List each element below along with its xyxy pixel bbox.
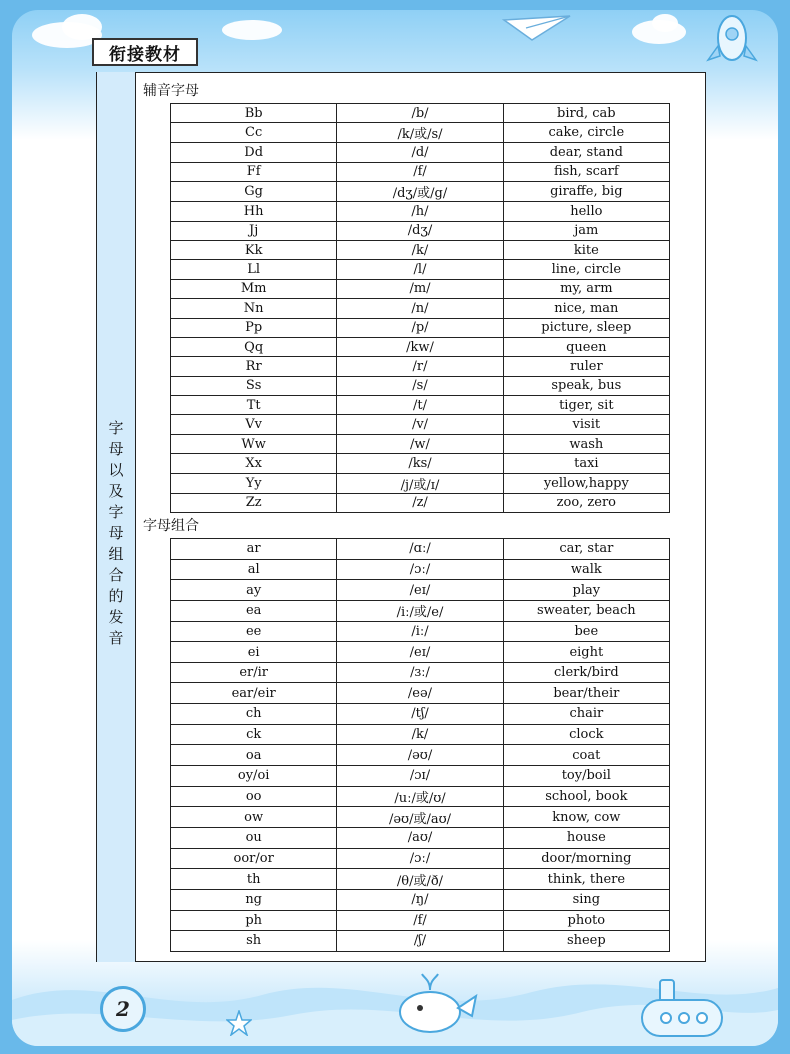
table-row [171, 434, 670, 453]
example-cell: picture, sleep [503, 318, 669, 337]
phonetic-cell: /ŋ/ [337, 889, 503, 910]
example-cell: dear, stand [503, 143, 669, 162]
table-row [171, 454, 670, 473]
letter-cell: oa [171, 745, 337, 766]
table-row [171, 580, 670, 601]
letter-cell: sh [171, 931, 337, 952]
example-cell: photo [503, 910, 669, 931]
example-cell: kite [503, 240, 669, 259]
phonetic-cell: /iː/ [337, 621, 503, 642]
letter-cell: ph [171, 910, 337, 931]
example-cell: clerk/bird [503, 662, 669, 683]
example-cell: walk [503, 559, 669, 580]
table-row [171, 279, 670, 298]
phonetic-cell: /m/ [337, 279, 503, 298]
table-row [171, 559, 670, 580]
phonetic-cell: /əʊ/或/aʊ/ [337, 807, 503, 828]
letter-cell: ow [171, 807, 337, 828]
letter-cell: ay [171, 580, 337, 601]
phonetic-cell: /dʒ/ [337, 221, 503, 240]
phonetic-cell: /f/ [337, 162, 503, 181]
letter-cell: ck [171, 724, 337, 745]
table-row [171, 745, 670, 766]
letter-cell: ng [171, 889, 337, 910]
letter-cell: th [171, 869, 337, 890]
table-row [171, 848, 670, 869]
example-cell: coat [503, 745, 669, 766]
letter-cell: Yy [171, 473, 337, 493]
cloud-icon [222, 20, 282, 40]
example-cell: sweater, beach [503, 600, 669, 621]
phonetic-cell: /ɜː/ [337, 662, 503, 683]
letter-cell: Bb [171, 104, 337, 123]
example-cell: bee [503, 621, 669, 642]
letter-cell: er/ir [171, 662, 337, 683]
example-cell: tiger, sit [503, 396, 669, 415]
table-row [171, 396, 670, 415]
table-row [171, 539, 670, 560]
letter-cell: Kk [171, 240, 337, 259]
example-cell: chair [503, 704, 669, 725]
combinations-table [170, 538, 670, 952]
letter-cell: ar [171, 539, 337, 560]
phonetic-cell: /v/ [337, 415, 503, 434]
table-row [171, 473, 670, 493]
table-row [171, 143, 670, 162]
phonetic-cell: /dʒ/或/g/ [337, 182, 503, 202]
letter-cell: ei [171, 642, 337, 663]
table-row [171, 202, 670, 221]
consonants-table [170, 103, 670, 513]
example-cell: play [503, 580, 669, 601]
letter-cell: al [171, 559, 337, 580]
phonetic-cell: /ʃ/ [337, 931, 503, 952]
letter-cell: Dd [171, 143, 337, 162]
table-row [171, 889, 670, 910]
letter-cell: Hh [171, 202, 337, 221]
example-cell: clock [503, 724, 669, 745]
table-row [171, 621, 670, 642]
example-cell: sing [503, 889, 669, 910]
phonetic-cell: /ɑː/ [337, 539, 503, 560]
example-cell: giraffe, big [503, 182, 669, 202]
example-cell: know, cow [503, 807, 669, 828]
letter-cell: Tt [171, 396, 337, 415]
table-row [171, 642, 670, 663]
table-row [171, 704, 670, 725]
cloud-icon [652, 14, 678, 32]
letter-cell: Ff [171, 162, 337, 181]
table-row [171, 240, 670, 259]
table-row [171, 869, 670, 890]
letter-cell: Xx [171, 454, 337, 473]
phonetic-cell: /n/ [337, 299, 503, 318]
rocket-icon [702, 10, 762, 70]
table-row [171, 807, 670, 828]
example-cell: eight [503, 642, 669, 663]
phonetic-cell: /iː/或/e/ [337, 600, 503, 621]
letter-cell: Rr [171, 357, 337, 376]
sidebar-title: 字母以及字母组合的发音 [106, 419, 125, 651]
letter-cell: ear/eir [171, 683, 337, 704]
example-cell: fish, scarf [503, 162, 669, 181]
table-row [171, 357, 670, 376]
letter-cell: ch [171, 704, 337, 725]
table-row [171, 724, 670, 745]
phonetic-cell: /ɔː/ [337, 559, 503, 580]
table-row [171, 337, 670, 356]
starfish-icon [226, 1010, 252, 1036]
example-cell: hello [503, 202, 669, 221]
example-cell: visit [503, 415, 669, 434]
phonetic-cell: /k/ [337, 724, 503, 745]
example-cell: door/morning [503, 848, 669, 869]
example-cell: school, book [503, 786, 669, 807]
table-row [171, 415, 670, 434]
phonetic-cell: /θ/或/ð/ [337, 869, 503, 890]
letter-cell: ee [171, 621, 337, 642]
phonetic-cell: /f/ [337, 910, 503, 931]
phonetic-cell: /p/ [337, 318, 503, 337]
consonants-heading: 辅音字母 [143, 83, 199, 99]
submarine-icon [632, 972, 732, 1046]
phonetic-cell: /z/ [337, 493, 503, 512]
table-row [171, 766, 670, 787]
phonetic-cell: /aʊ/ [337, 827, 503, 848]
table-row [171, 376, 670, 395]
letter-cell: oor/or [171, 848, 337, 869]
table-row [171, 318, 670, 337]
letter-cell: Vv [171, 415, 337, 434]
table-row [171, 931, 670, 952]
letter-cell: ea [171, 600, 337, 621]
phonetic-cell: /eə/ [337, 683, 503, 704]
example-cell: jam [503, 221, 669, 240]
example-cell: line, circle [503, 260, 669, 279]
phonetic-cell: /kw/ [337, 337, 503, 356]
section-tag: 衔接教材 [92, 38, 198, 66]
phonetic-cell: /t/ [337, 396, 503, 415]
phonetic-cell: /əʊ/ [337, 745, 503, 766]
letter-cell: Gg [171, 182, 337, 202]
letter-cell: Ww [171, 434, 337, 453]
example-cell: yellow,happy [503, 473, 669, 493]
table-row [171, 600, 670, 621]
phonetic-cell: /b/ [337, 104, 503, 123]
letter-cell: oy/oi [171, 766, 337, 787]
example-cell: my, arm [503, 279, 669, 298]
example-cell: cake, circle [503, 123, 669, 143]
phonetic-cell: /tʃ/ [337, 704, 503, 725]
example-cell: car, star [503, 539, 669, 560]
letter-cell: Ll [171, 260, 337, 279]
letter-cell: oo [171, 786, 337, 807]
page-number-badge [100, 986, 146, 1032]
letter-cell: Qq [171, 337, 337, 356]
example-cell: wash [503, 434, 669, 453]
phonetic-cell: /k/ [337, 240, 503, 259]
phonetic-cell: /uː/或/ʊ/ [337, 786, 503, 807]
example-cell: house [503, 827, 669, 848]
table-row [171, 683, 670, 704]
example-cell: bird, cab [503, 104, 669, 123]
letter-cell: Pp [171, 318, 337, 337]
letter-cell: Jj [171, 221, 337, 240]
phonetic-cell: /w/ [337, 434, 503, 453]
table-row [171, 910, 670, 931]
paper-plane-icon [502, 14, 572, 44]
table-row [171, 493, 670, 512]
table-row [171, 662, 670, 683]
phonetic-cell: /j/或/ɪ/ [337, 473, 503, 493]
table-row [171, 786, 670, 807]
phonetic-cell: /d/ [337, 143, 503, 162]
phonetic-cell: /l/ [337, 260, 503, 279]
phonetic-cell: /ks/ [337, 454, 503, 473]
table-row [171, 123, 670, 143]
table-row [171, 104, 670, 123]
example-cell: bear/their [503, 683, 669, 704]
example-cell: zoo, zero [503, 493, 669, 512]
sidebar-column [96, 72, 136, 962]
phonetic-cell: /eɪ/ [337, 580, 503, 601]
table-row [171, 221, 670, 240]
example-cell: sheep [503, 931, 669, 952]
table-row [171, 827, 670, 848]
letter-cell: Nn [171, 299, 337, 318]
table-row [171, 182, 670, 202]
phonetic-cell: /ɔɪ/ [337, 766, 503, 787]
phonetic-cell: /s/ [337, 376, 503, 395]
whale-icon [390, 972, 480, 1036]
letter-cell: Mm [171, 279, 337, 298]
table-row [171, 260, 670, 279]
phonetic-cell: /k/或/s/ [337, 123, 503, 143]
table-row [171, 162, 670, 181]
letter-cell: ou [171, 827, 337, 848]
example-cell: taxi [503, 454, 669, 473]
phonetic-cell: /ɔː/ [337, 848, 503, 869]
letter-cell: Ss [171, 376, 337, 395]
example-cell: nice, man [503, 299, 669, 318]
phonetic-cell: /eɪ/ [337, 642, 503, 663]
example-cell: think, there [503, 869, 669, 890]
table-row [171, 299, 670, 318]
phonetic-cell: /h/ [337, 202, 503, 221]
letter-cell: Cc [171, 123, 337, 143]
cloud-icon [62, 14, 102, 40]
example-cell: toy/boil [503, 766, 669, 787]
example-cell: ruler [503, 357, 669, 376]
letter-cell: Zz [171, 493, 337, 512]
combinations-heading: 字母组合 [143, 518, 199, 534]
page-number: 2 [116, 997, 130, 1021]
example-cell: queen [503, 337, 669, 356]
example-cell: speak, bus [503, 376, 669, 395]
phonetic-cell: /r/ [337, 357, 503, 376]
